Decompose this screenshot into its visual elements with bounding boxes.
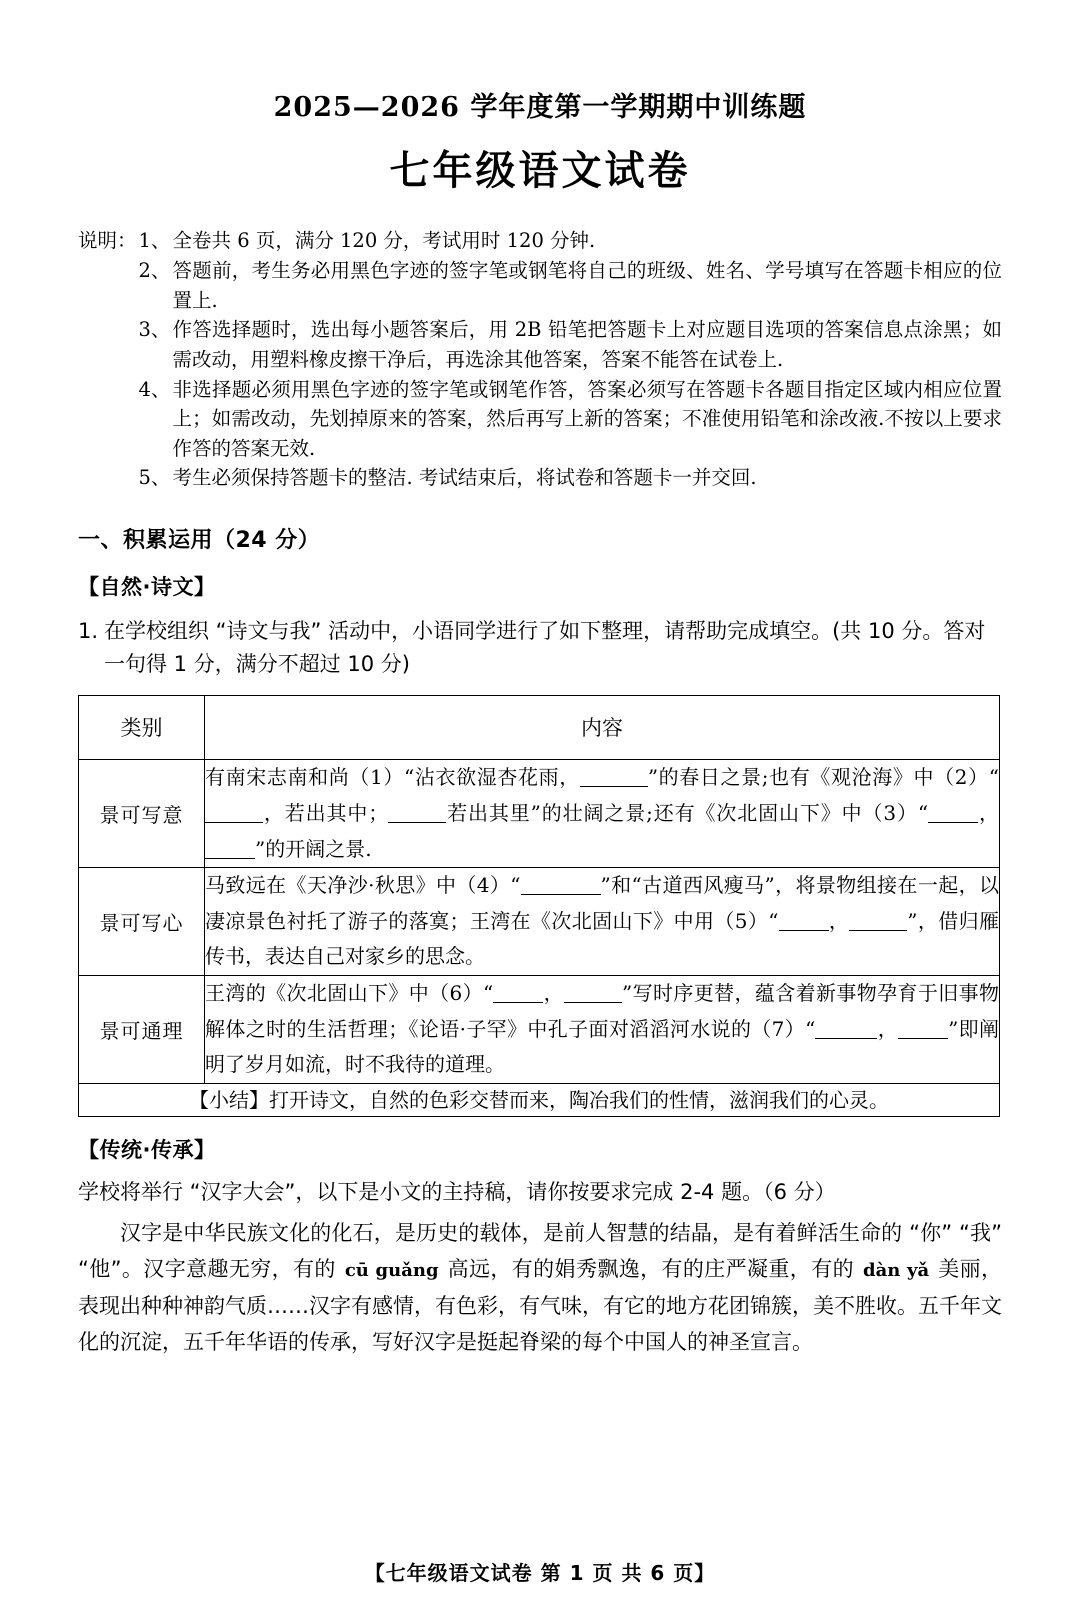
content-text: 有南宋志南和尚（1）“沾衣欲湿杏花雨， <box>205 765 580 790</box>
page-footer: 【七年级语文试卷 第 1 页 共 6 页】 <box>364 1561 716 1585</box>
content-text: 若出其里”的壮阔之景;还有《次北固山下》 <box>446 800 842 825</box>
row-category-label: 景可写意 <box>79 760 205 868</box>
instruction-item <box>78 226 1002 256</box>
answer-blank[interactable] <box>580 769 648 787</box>
instruction-text: 作答选择题时，选出每小题答案后，用 2B 铅笔把答题卡上对应题目选项的答案信息点涂黑；如需改动，用塑料橡皮擦干净后，再选涂其他答案，答案不能答在试卷上. <box>172 318 1002 371</box>
instruction-item <box>78 463 1002 493</box>
row-content <box>205 868 1000 976</box>
content-text: 接在一起，以凄凉景色衬托了游子的落寞；王湾在《次北固山下》中用（5） <box>205 873 999 933</box>
instruction-text: 考生必须保持答题卡的整洁. 考试结束后，将试卷和答题卡一并交回. <box>172 466 757 490</box>
passage-part-2: 高远，有的娟秀飘逸，有的庄严凝重，有的 <box>440 1257 862 1282</box>
pinyin-annotation-1: cū guǎng <box>344 1260 439 1282</box>
poetry-fill-table <box>78 695 1000 1116</box>
content-text: 育于旧事物解体之时的生活哲理；《论语·子罕》中孔子面对滔滔河水说的（7） <box>205 980 1000 1041</box>
question-1 <box>78 615 1002 681</box>
answer-blank[interactable] <box>205 841 255 859</box>
answer-blank[interactable] <box>815 1021 877 1039</box>
content-text: ”的春日之景;也有《观沧海》 <box>647 765 914 790</box>
answer-blank[interactable] <box>928 805 978 823</box>
content-text: “ <box>805 1016 816 1041</box>
page-title-line1: 2025—2026 学年度第一学期期中训练题 <box>273 92 807 123</box>
table-header-row <box>79 696 1000 760</box>
answer-blank[interactable] <box>521 877 601 895</box>
content-text: ”即阐明了岁月如流，时不我待的道理。 <box>205 1016 999 1077</box>
section-heading-accumulation: 一、积累运用（24 分） <box>78 528 321 554</box>
table-row <box>79 868 1000 976</box>
question-1-number: 1. <box>78 619 99 644</box>
passage-part-3: 美丽，表现出种种神韵气质……汉字有感情，有色彩，有气味，有它的地方花团锦簇，美不胜收。五千年文化的沉淀，五千年华语的传承，写好汉字是挺起脊梁的每个中国人的神圣宣言。 <box>78 1257 1002 1354</box>
table-summary-row <box>79 1083 1000 1116</box>
instruction-number: 1、 <box>138 229 171 253</box>
content-text: 王湾的《次北固山下》中（6）“ <box>205 980 494 1005</box>
table-header-category-label: 类别 <box>120 716 163 741</box>
answer-blank[interactable] <box>779 913 829 931</box>
table-summary-text: 【小结】打开诗文，自然的色彩交替而来，陶冶我们的性情，滋润我们的心灵。 <box>79 1083 1000 1116</box>
content-text: “ <box>768 908 779 933</box>
instruction-number: 2、 <box>138 259 171 283</box>
content-text: ”和“古道西风瘦马”，将景物组 <box>600 873 878 898</box>
subheading-nature-poetry: 【自然·诗文】 <box>78 575 216 600</box>
answer-blank[interactable] <box>205 805 263 823</box>
instruction-item <box>78 375 1002 464</box>
passage-part-1: 汉字是中华民族文化的化石，是历史的载体，是前人智慧的结晶，是有着鲜活生命的 “你” “我” “他”。汉字意趣无穷，有的 <box>78 1221 1002 1282</box>
passage-body <box>78 1215 1002 1359</box>
content-text: ， <box>877 1016 899 1041</box>
instructions-label: 说明： <box>78 229 137 253</box>
content-text: ， <box>543 980 564 1005</box>
answer-blank[interactable] <box>564 985 622 1003</box>
content-text: ”写时序更替，蕴含着新事物孕 <box>622 980 898 1005</box>
question-1-text: 在学校组织 “诗文与我” 活动中，小语同学进行了如下整理，请帮助完成填空。(共 10 分。答对一句得 1 分，满分不超过 10 分) <box>104 619 986 677</box>
page-title-line2: 七年级语文试卷 <box>389 147 691 195</box>
instruction-item <box>78 315 1002 374</box>
row-content <box>205 975 1000 1083</box>
row-category-label: 景可写心 <box>79 868 205 976</box>
instruction-text: 答题前，考生务必用黑色字迹的签字笔或钢笔将自己的班级、姓名、学号填写在答题卡相应的位置上. <box>172 259 1002 312</box>
instruction-number: 4、 <box>138 377 171 401</box>
content-text: ， <box>978 800 1000 825</box>
content-text: 中（3）“ <box>841 800 929 825</box>
instruction-number: 3、 <box>138 318 171 342</box>
exam-page <box>0 92 1080 1622</box>
passage-lead-text: 学校将举行 “汉字大会”，以下是小文的主持稿，请你按要求完成 2-4 题。（6 分） <box>78 1179 836 1204</box>
table-header-content-label: 内容 <box>581 716 623 741</box>
table-row <box>79 760 1000 868</box>
instruction-text: 非选择题必须用黑色字迹的签字笔或钢笔作答，答案必须写在答题卡各题目指定区域内相应位置上；如需改动，先划掉原来的答案，然后再写上新的答案；不准使用铅笔和涂改液.不按以上要求作答的答案无效. <box>172 377 1002 460</box>
answer-blank[interactable] <box>898 1021 948 1039</box>
table-header-category <box>79 696 205 760</box>
answer-blank[interactable] <box>849 913 907 931</box>
row-category-label: 景可通理 <box>79 975 205 1083</box>
answer-blank[interactable] <box>493 985 543 1003</box>
content-text: ， <box>828 908 850 933</box>
instruction-number: 5、 <box>138 466 171 490</box>
instructions-block <box>78 226 1002 493</box>
content-text: 马致远在《天净沙·秋思》中（4）“ <box>205 873 521 898</box>
pinyin-annotation-2: dàn yǎ <box>863 1260 930 1282</box>
content-text: ”的开阔之景. <box>255 836 372 861</box>
content-text: ，若出其中； <box>263 800 389 825</box>
row-content <box>205 760 1000 868</box>
table-row <box>79 975 1000 1083</box>
answer-blank[interactable] <box>388 805 446 823</box>
content-text: 中（2）“ <box>913 765 999 790</box>
subheading-tradition-inheritance: 【传统·传承】 <box>78 1137 216 1162</box>
instruction-text: 全卷共 6 页，满分 120 分，考试用时 120 分钟. <box>172 229 596 253</box>
content-text: ”，借归雁传书，表达自己对家乡的思念。 <box>205 908 999 969</box>
instruction-item <box>78 256 1002 315</box>
table-header-content <box>205 696 1000 760</box>
